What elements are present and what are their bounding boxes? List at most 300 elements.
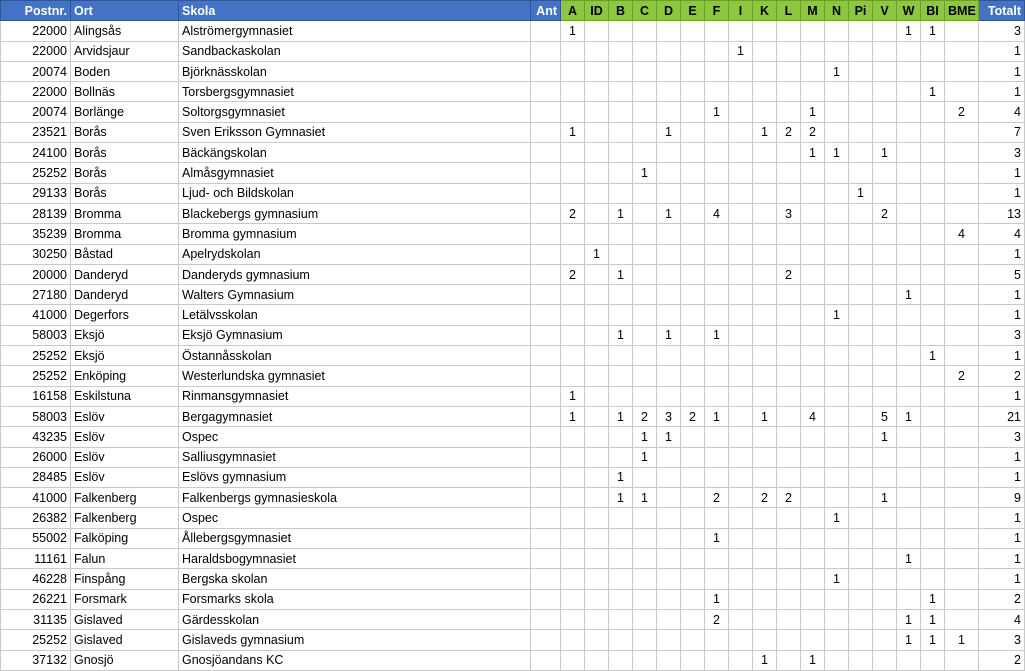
count-cell-f: 1 [705,102,729,122]
count-cell-m [801,366,825,386]
table-row [1,122,1025,142]
count-cell-b [609,143,633,163]
count-cell-e [681,427,705,447]
count-cell-b [609,285,633,305]
count-cell-bme [945,41,979,61]
count-cell-v [873,163,897,183]
count-cell-n [825,609,849,629]
count-cell-v [873,21,897,41]
count-cell-id [585,366,609,386]
count-cell-v [873,609,897,629]
count-cell-l: 2 [777,264,801,284]
postnr-cell: 16158 [1,386,71,406]
header-c[interactable]: C [633,1,657,21]
header-w[interactable]: W [897,1,921,21]
count-cell-e [681,488,705,508]
table-row [1,143,1025,163]
count-cell-bme [945,427,979,447]
count-cell-d [657,569,681,589]
count-cell-id [585,82,609,102]
count-cell-l [777,285,801,305]
ort-cell: Eksjö [71,325,179,345]
count-cell-w: 1 [897,549,921,569]
count-cell-bme [945,650,979,670]
totalt-cell: 1 [979,467,1025,487]
count-cell-k [753,61,777,81]
count-cell-id [585,650,609,670]
count-cell-id [585,346,609,366]
postnr-cell: 58003 [1,406,71,426]
count-cell-bi [921,406,945,426]
header-id[interactable]: ID [585,1,609,21]
count-cell-i [729,467,753,487]
totalt-cell: 13 [979,203,1025,223]
table-row [1,569,1025,589]
count-cell-id [585,285,609,305]
count-cell-i [729,102,753,122]
ant-cell [531,386,561,406]
count-cell-v [873,122,897,142]
count-cell-f [705,549,729,569]
count-cell-d [657,589,681,609]
count-cell-pi [849,163,873,183]
totalt-cell: 1 [979,528,1025,548]
totalt-cell: 3 [979,143,1025,163]
postnr-cell: 20074 [1,102,71,122]
count-cell-id [585,589,609,609]
skola-cell: Gnosjöandans KC [179,650,531,670]
count-cell-i [729,224,753,244]
postnr-cell: 22000 [1,21,71,41]
count-cell-e [681,203,705,223]
count-cell-i [729,427,753,447]
table-row [1,61,1025,81]
ort-cell: Bollnäs [71,82,179,102]
table-row [1,467,1025,487]
table-row [1,488,1025,508]
table-row [1,366,1025,386]
skola-cell: Forsmarks skola [179,589,531,609]
ort-cell: Eslöv [71,447,179,467]
count-cell-bme [945,183,979,203]
skola-cell: Eksjö Gymnasium [179,325,531,345]
count-cell-c: 1 [633,163,657,183]
count-cell-e: 2 [681,406,705,426]
count-cell-a [561,285,585,305]
table-row [1,183,1025,203]
count-cell-bme [945,406,979,426]
header-bme[interactable]: BME [945,1,979,21]
count-cell-pi [849,21,873,41]
count-cell-bi [921,203,945,223]
count-cell-l: 3 [777,203,801,223]
skola-cell: Sven Eriksson Gymnasiet [179,122,531,142]
postnr-cell: 37132 [1,650,71,670]
header-ort[interactable]: Ort [71,1,179,21]
count-cell-w [897,386,921,406]
count-cell-l [777,346,801,366]
count-cell-n [825,244,849,264]
count-cell-a [561,183,585,203]
header-k[interactable]: K [753,1,777,21]
count-cell-b: 1 [609,325,633,345]
skola-cell: Torsbergsgymnasiet [179,82,531,102]
count-cell-l [777,41,801,61]
ort-cell: Gnosjö [71,650,179,670]
postnr-cell: 26382 [1,508,71,528]
count-cell-w [897,203,921,223]
ant-cell [531,82,561,102]
count-cell-l [777,528,801,548]
skola-cell: Björknässkolan [179,61,531,81]
count-cell-c [633,386,657,406]
count-cell-b [609,41,633,61]
table-row [1,21,1025,41]
totalt-cell: 7 [979,122,1025,142]
count-cell-bme [945,61,979,81]
postnr-cell: 29133 [1,183,71,203]
count-cell-bi: 1 [921,346,945,366]
count-cell-k [753,427,777,447]
totalt-cell: 1 [979,508,1025,528]
count-cell-e [681,346,705,366]
count-cell-l [777,305,801,325]
table-row [1,630,1025,650]
count-cell-id [585,467,609,487]
skola-cell: Haraldsbogymnasiet [179,549,531,569]
header-e[interactable]: E [681,1,705,21]
count-cell-id [585,406,609,426]
table-row [1,305,1025,325]
count-cell-pi [849,203,873,223]
count-cell-b [609,244,633,264]
count-cell-bme: 2 [945,366,979,386]
count-cell-id [585,386,609,406]
ant-cell [531,528,561,548]
count-cell-f [705,447,729,467]
count-cell-k [753,203,777,223]
count-cell-n [825,447,849,467]
count-cell-c [633,102,657,122]
table-body [1,21,1025,671]
count-cell-a [561,589,585,609]
count-cell-id [585,630,609,650]
count-cell-bme [945,163,979,183]
count-cell-w [897,61,921,81]
header-n[interactable]: N [825,1,849,21]
count-cell-bme [945,21,979,41]
header-totalt[interactable]: Totalt [979,1,1025,21]
ort-cell: Boden [71,61,179,81]
count-cell-e [681,163,705,183]
ant-cell [531,183,561,203]
count-cell-k [753,224,777,244]
count-cell-pi [849,528,873,548]
count-cell-f [705,41,729,61]
count-cell-c [633,224,657,244]
count-cell-bme [945,528,979,548]
count-cell-e [681,143,705,163]
count-cell-bme [945,609,979,629]
table-row [1,528,1025,548]
count-cell-e [681,305,705,325]
table-row [1,346,1025,366]
count-cell-w [897,508,921,528]
count-cell-b [609,609,633,629]
count-cell-f [705,366,729,386]
count-cell-e [681,386,705,406]
ant-cell [531,102,561,122]
count-cell-v [873,650,897,670]
count-cell-v [873,467,897,487]
count-cell-m [801,244,825,264]
ort-cell: Eskilstuna [71,386,179,406]
count-cell-a [561,366,585,386]
count-cell-n [825,528,849,548]
totalt-cell: 3 [979,325,1025,345]
count-cell-l [777,61,801,81]
count-cell-id [585,427,609,447]
count-cell-a [561,143,585,163]
postnr-cell: 23521 [1,122,71,142]
count-cell-v [873,589,897,609]
count-cell-m [801,508,825,528]
count-cell-a [561,528,585,548]
count-cell-l [777,325,801,345]
count-cell-f: 4 [705,203,729,223]
count-cell-d: 1 [657,325,681,345]
count-cell-pi: 1 [849,183,873,203]
count-cell-d [657,447,681,467]
ort-cell: Borlänge [71,102,179,122]
count-cell-id [585,609,609,629]
count-cell-i [729,183,753,203]
ant-cell [531,366,561,386]
ort-cell: Eslöv [71,406,179,426]
count-cell-m [801,203,825,223]
count-cell-m [801,41,825,61]
count-cell-bi [921,122,945,142]
header-a[interactable]: A [561,1,585,21]
postnr-cell: 30250 [1,244,71,264]
postnr-cell: 58003 [1,325,71,345]
count-cell-f [705,244,729,264]
count-cell-w [897,163,921,183]
ant-cell [531,143,561,163]
skola-cell: Gärdesskolan [179,609,531,629]
ort-cell: Falun [71,549,179,569]
count-cell-b [609,650,633,670]
count-cell-a [561,102,585,122]
count-cell-id [585,102,609,122]
count-cell-f [705,122,729,142]
count-cell-m [801,82,825,102]
count-cell-bi [921,366,945,386]
postnr-cell: 22000 [1,41,71,61]
count-cell-v [873,630,897,650]
count-cell-id [585,122,609,142]
count-cell-d [657,346,681,366]
count-cell-k [753,549,777,569]
count-cell-a: 1 [561,122,585,142]
count-cell-bme [945,447,979,467]
count-cell-bi: 1 [921,82,945,102]
count-cell-id [585,549,609,569]
header-pi[interactable]: Pi [849,1,873,21]
count-cell-n: 1 [825,508,849,528]
count-cell-bi [921,549,945,569]
count-cell-d [657,508,681,528]
count-cell-c [633,61,657,81]
count-cell-e [681,264,705,284]
header-skola[interactable]: Skola [179,1,531,21]
totalt-cell: 3 [979,630,1025,650]
count-cell-k: 1 [753,406,777,426]
count-cell-l [777,549,801,569]
ant-cell [531,609,561,629]
table-row [1,589,1025,609]
count-cell-v [873,61,897,81]
count-cell-e [681,650,705,670]
count-cell-m [801,528,825,548]
count-cell-l [777,82,801,102]
count-cell-a [561,346,585,366]
count-cell-m [801,285,825,305]
table-row [1,244,1025,264]
count-cell-n: 1 [825,61,849,81]
count-cell-c [633,508,657,528]
count-cell-w [897,122,921,142]
count-cell-d [657,528,681,548]
count-cell-c [633,122,657,142]
count-cell-b [609,224,633,244]
ant-cell [531,21,561,41]
skola-cell: Blackebergs gymnasium [179,203,531,223]
count-cell-n [825,183,849,203]
count-cell-e [681,467,705,487]
table-row [1,41,1025,61]
count-cell-i [729,21,753,41]
count-cell-k [753,467,777,487]
count-cell-w [897,82,921,102]
totalt-cell: 4 [979,609,1025,629]
count-cell-f: 2 [705,488,729,508]
totalt-cell: 4 [979,102,1025,122]
count-cell-pi [849,406,873,426]
ant-cell [531,427,561,447]
header-i[interactable]: I [729,1,753,21]
header-v[interactable]: V [873,1,897,21]
count-cell-b [609,447,633,467]
count-cell-a: 1 [561,386,585,406]
count-cell-m [801,427,825,447]
count-cell-n [825,427,849,447]
count-cell-k: 1 [753,650,777,670]
count-cell-e [681,447,705,467]
count-cell-k [753,264,777,284]
count-cell-bme [945,346,979,366]
ort-cell: Falkenberg [71,508,179,528]
count-cell-f: 2 [705,609,729,629]
count-cell-f [705,630,729,650]
count-cell-c: 2 [633,406,657,426]
count-cell-l [777,102,801,122]
count-cell-m: 1 [801,143,825,163]
count-cell-f [705,82,729,102]
count-cell-w [897,325,921,345]
count-cell-pi [849,41,873,61]
count-cell-e [681,630,705,650]
count-cell-pi [849,467,873,487]
postnr-cell: 20000 [1,264,71,284]
count-cell-f [705,650,729,670]
count-cell-l: 2 [777,488,801,508]
count-cell-m [801,325,825,345]
count-cell-d [657,163,681,183]
count-cell-f [705,143,729,163]
skola-cell: Rinmansgymnasiet [179,386,531,406]
count-cell-n [825,346,849,366]
count-cell-b [609,589,633,609]
ant-cell [531,549,561,569]
count-cell-id: 1 [585,244,609,264]
count-cell-d [657,488,681,508]
count-cell-l [777,244,801,264]
header-ant[interactable]: Ant [531,1,561,21]
count-cell-pi [849,224,873,244]
header-bi[interactable]: BI [921,1,945,21]
count-cell-d [657,143,681,163]
header-d[interactable]: D [657,1,681,21]
count-cell-bi [921,325,945,345]
count-cell-e [681,122,705,142]
count-cell-bme [945,143,979,163]
count-cell-d: 1 [657,122,681,142]
count-cell-m [801,589,825,609]
count-cell-v [873,447,897,467]
header-l[interactable]: L [777,1,801,21]
count-cell-id [585,143,609,163]
count-cell-l [777,589,801,609]
header-f[interactable]: F [705,1,729,21]
skola-cell: Eslövs gymnasium [179,467,531,487]
ant-cell [531,508,561,528]
count-cell-l [777,386,801,406]
count-cell-k [753,346,777,366]
count-cell-v: 5 [873,406,897,426]
count-cell-bi [921,508,945,528]
count-cell-k [753,589,777,609]
totalt-cell: 1 [979,447,1025,467]
ort-cell: Borås [71,143,179,163]
skola-cell: Bromma gymnasium [179,224,531,244]
header-b[interactable]: B [609,1,633,21]
ant-cell [531,467,561,487]
count-cell-n [825,21,849,41]
totalt-cell: 1 [979,305,1025,325]
count-cell-pi [849,650,873,670]
header-m[interactable]: M [801,1,825,21]
count-cell-k [753,143,777,163]
header-postnr[interactable]: Postnr. [1,1,71,21]
postnr-cell: 25252 [1,163,71,183]
count-cell-n [825,203,849,223]
count-cell-k [753,183,777,203]
count-cell-k [753,305,777,325]
ant-cell [531,224,561,244]
totalt-cell: 1 [979,569,1025,589]
count-cell-pi [849,366,873,386]
